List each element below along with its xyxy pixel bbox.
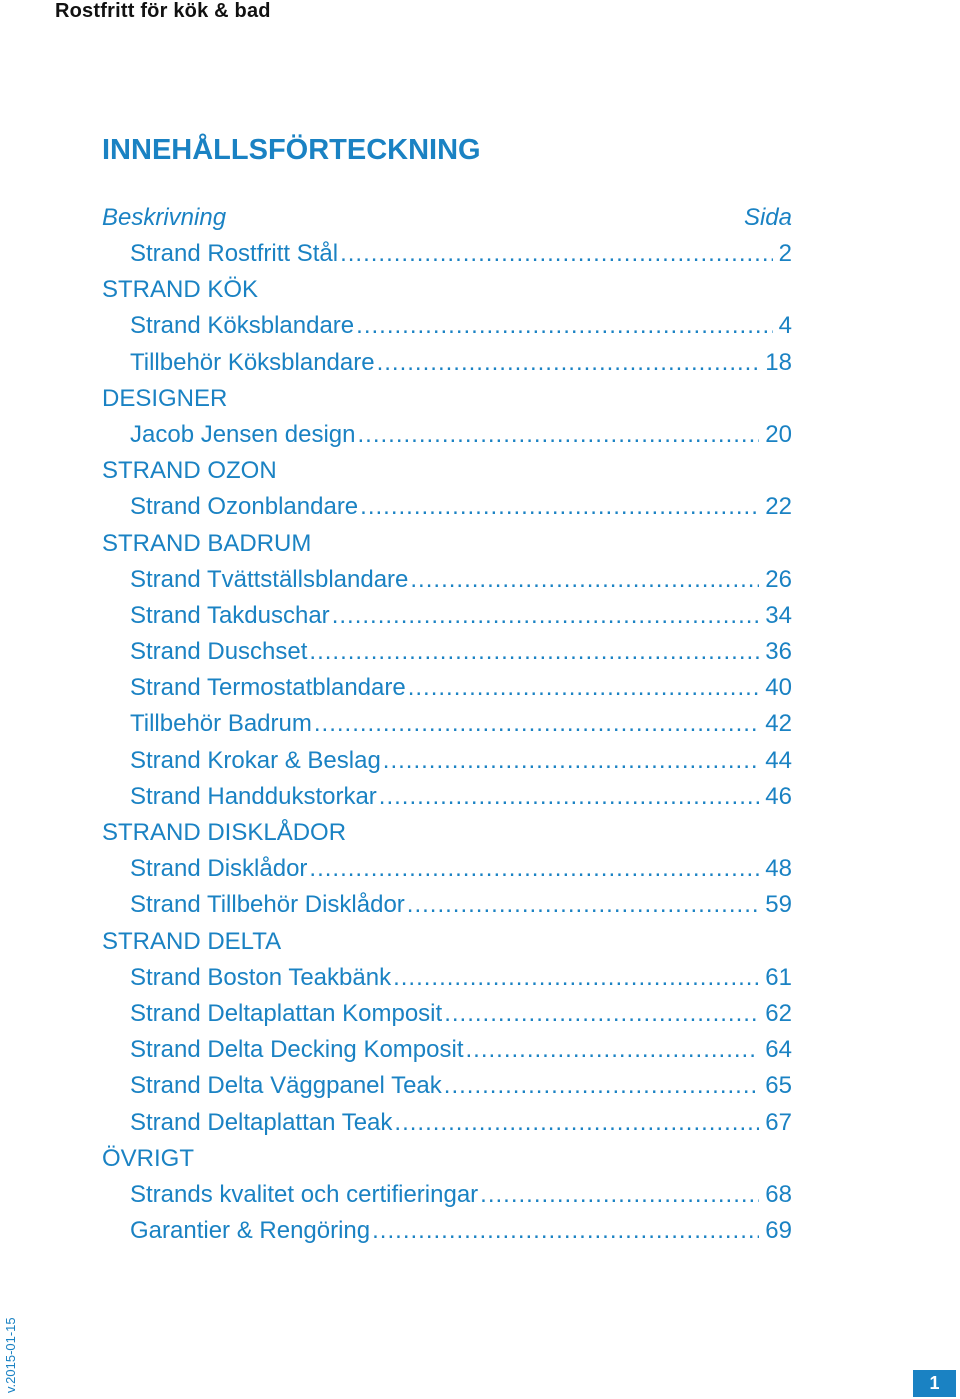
page-number-badge: 1 [913, 1370, 956, 1397]
document-header-title: Rostfritt för kök & bad [55, 0, 271, 22]
toc-dot-leader [309, 851, 759, 887]
toc-entry [102, 960, 792, 996]
toc-dot-leader [394, 1105, 759, 1141]
toc-entry [102, 1177, 792, 1213]
toc-entry [102, 670, 792, 706]
toc-entry-label: Strand Tillbehör Disklådor [130, 891, 405, 919]
toc-entry [102, 417, 792, 453]
toc-dot-leader [340, 236, 773, 272]
toc-entry-page: 36 [765, 638, 792, 666]
toc-column-description: Beskrivning [102, 204, 227, 231]
toc-entry-page: 67 [765, 1108, 792, 1136]
toc-title: INNEHÅLLSFÖRTECKNING [102, 134, 481, 166]
toc-dot-leader [356, 308, 772, 344]
toc-entry-label: Strand Takduschar [130, 601, 330, 629]
toc-entry-page: 68 [765, 1180, 792, 1208]
toc-entry [102, 1213, 792, 1249]
toc-entry-page: 2 [778, 240, 792, 267]
toc-section-label: DESIGNER [102, 384, 228, 412]
toc-entry [102, 236, 792, 272]
toc-dot-leader [377, 345, 760, 381]
toc-entry-label: Tillbehör Köksblandare [130, 348, 375, 376]
toc-column-page: Sida [743, 204, 792, 231]
toc-section-label: STRAND DISKLÅDOR [102, 819, 347, 846]
version-label-container [4, 1309, 18, 1393]
toc-dot-leader [466, 1032, 760, 1068]
toc-dot-leader [358, 417, 760, 453]
toc-entry-page: 20 [765, 420, 792, 448]
toc-section-heading [102, 526, 792, 562]
toc-entry-page: 62 [765, 999, 792, 1027]
toc-entry-label: Strand Duschset [130, 638, 308, 666]
toc-entry [102, 345, 792, 381]
toc-entry-page: 46 [765, 782, 792, 810]
toc-list [102, 236, 792, 1249]
toc-dot-leader [444, 1068, 760, 1104]
toc-section-label: STRAND BADRUM [102, 529, 312, 557]
toc-entry-page: 18 [765, 348, 792, 376]
toc-entry [102, 996, 792, 1032]
toc-entry-label: Strand Deltaplattan Teak [130, 1108, 393, 1136]
toc-entry [102, 851, 792, 887]
toc-entry [102, 489, 792, 525]
toc-section-heading [102, 272, 792, 308]
toc-dot-leader [410, 562, 759, 598]
toc-section-heading [102, 381, 792, 417]
toc-entry-label: Strand Disklådor [130, 855, 308, 883]
toc-entry [102, 887, 792, 923]
toc-section-heading [102, 815, 792, 851]
toc-entry-label: Tillbehör Badrum [130, 710, 312, 738]
table-of-contents [102, 130, 792, 1249]
toc-entry-page: 40 [765, 674, 792, 702]
toc-entry-label: Strand Rostfritt Stål [130, 240, 339, 267]
toc-dot-leader [309, 634, 759, 670]
toc-entry [102, 1105, 792, 1141]
toc-section-label: ÖVRIGT [102, 1144, 195, 1172]
toc-dot-leader [393, 960, 759, 996]
toc-entry-label: Strand Ozonblandare [130, 493, 359, 521]
toc-entry-label: Strand Boston Teakbänk [130, 963, 392, 991]
toc-entry [102, 779, 792, 815]
toc-entry-page: 69 [765, 1217, 792, 1245]
toc-section-label: STRAND OZON [102, 457, 277, 485]
toc-dot-leader [444, 996, 759, 1032]
toc-entry-page: 26 [765, 565, 792, 593]
toc-entry-label: Strand Termostatblandare [130, 674, 406, 702]
toc-entry [102, 562, 792, 598]
toc-entry-label: Strand Delta Väggpanel Teak [130, 1072, 442, 1100]
toc-section-heading [102, 1141, 792, 1177]
toc-dot-leader [332, 598, 760, 634]
toc-entry-label: Strand Handdukstorkar [130, 782, 377, 810]
toc-entry-page: 64 [765, 1036, 792, 1064]
toc-entry [102, 308, 792, 344]
toc-entry-page: 4 [778, 312, 792, 340]
toc-entry-page: 65 [765, 1072, 792, 1100]
toc-entry-page: 44 [765, 746, 792, 774]
toc-entry [102, 1068, 792, 1104]
toc-entry-page: 22 [765, 493, 792, 521]
toc-dot-leader [360, 489, 759, 525]
toc-entry [102, 1032, 792, 1068]
toc-entry-label: Strand Deltaplattan Komposit [130, 999, 443, 1027]
toc-entry-page: 61 [765, 963, 792, 991]
toc-dot-leader [372, 1213, 759, 1249]
toc-entry-label: Strand Krokar & Beslag [130, 746, 381, 774]
toc-entry-label: Strand Delta Decking Komposit [130, 1036, 464, 1064]
toc-entry [102, 743, 792, 779]
toc-entry-page: 48 [765, 855, 792, 883]
toc-entry-label: Strand Köksblandare [130, 312, 355, 340]
toc-dot-leader [408, 670, 760, 706]
toc-entry-label: Strand Tvättställsblandare [130, 565, 409, 593]
toc-entry-label: Strands kvalitet och certifieringar [130, 1180, 479, 1208]
toc-dot-leader [480, 1177, 759, 1213]
toc-dot-leader [379, 779, 760, 815]
toc-entry-page: 42 [765, 710, 792, 738]
toc-dot-leader [383, 743, 760, 779]
toc-entry-label: Jacob Jensen design [130, 420, 356, 448]
toc-section-label: STRAND KÖK [102, 276, 259, 304]
toc-section-label: STRAND DELTA [102, 927, 282, 955]
toc-section-heading [102, 924, 792, 960]
toc-column-header [102, 200, 792, 236]
toc-dot-leader [407, 887, 760, 923]
toc-section-heading [102, 453, 792, 489]
toc-entry-page: 59 [765, 891, 792, 919]
toc-entry-page: 34 [765, 601, 792, 629]
toc-entry [102, 706, 792, 742]
toc-dot-leader [314, 706, 759, 742]
toc-entry-label: Garantier & Rengöring [130, 1217, 371, 1245]
version-label: v.2015-01-15 [3, 1317, 18, 1393]
toc-entry [102, 634, 792, 670]
toc-entry [102, 598, 792, 634]
